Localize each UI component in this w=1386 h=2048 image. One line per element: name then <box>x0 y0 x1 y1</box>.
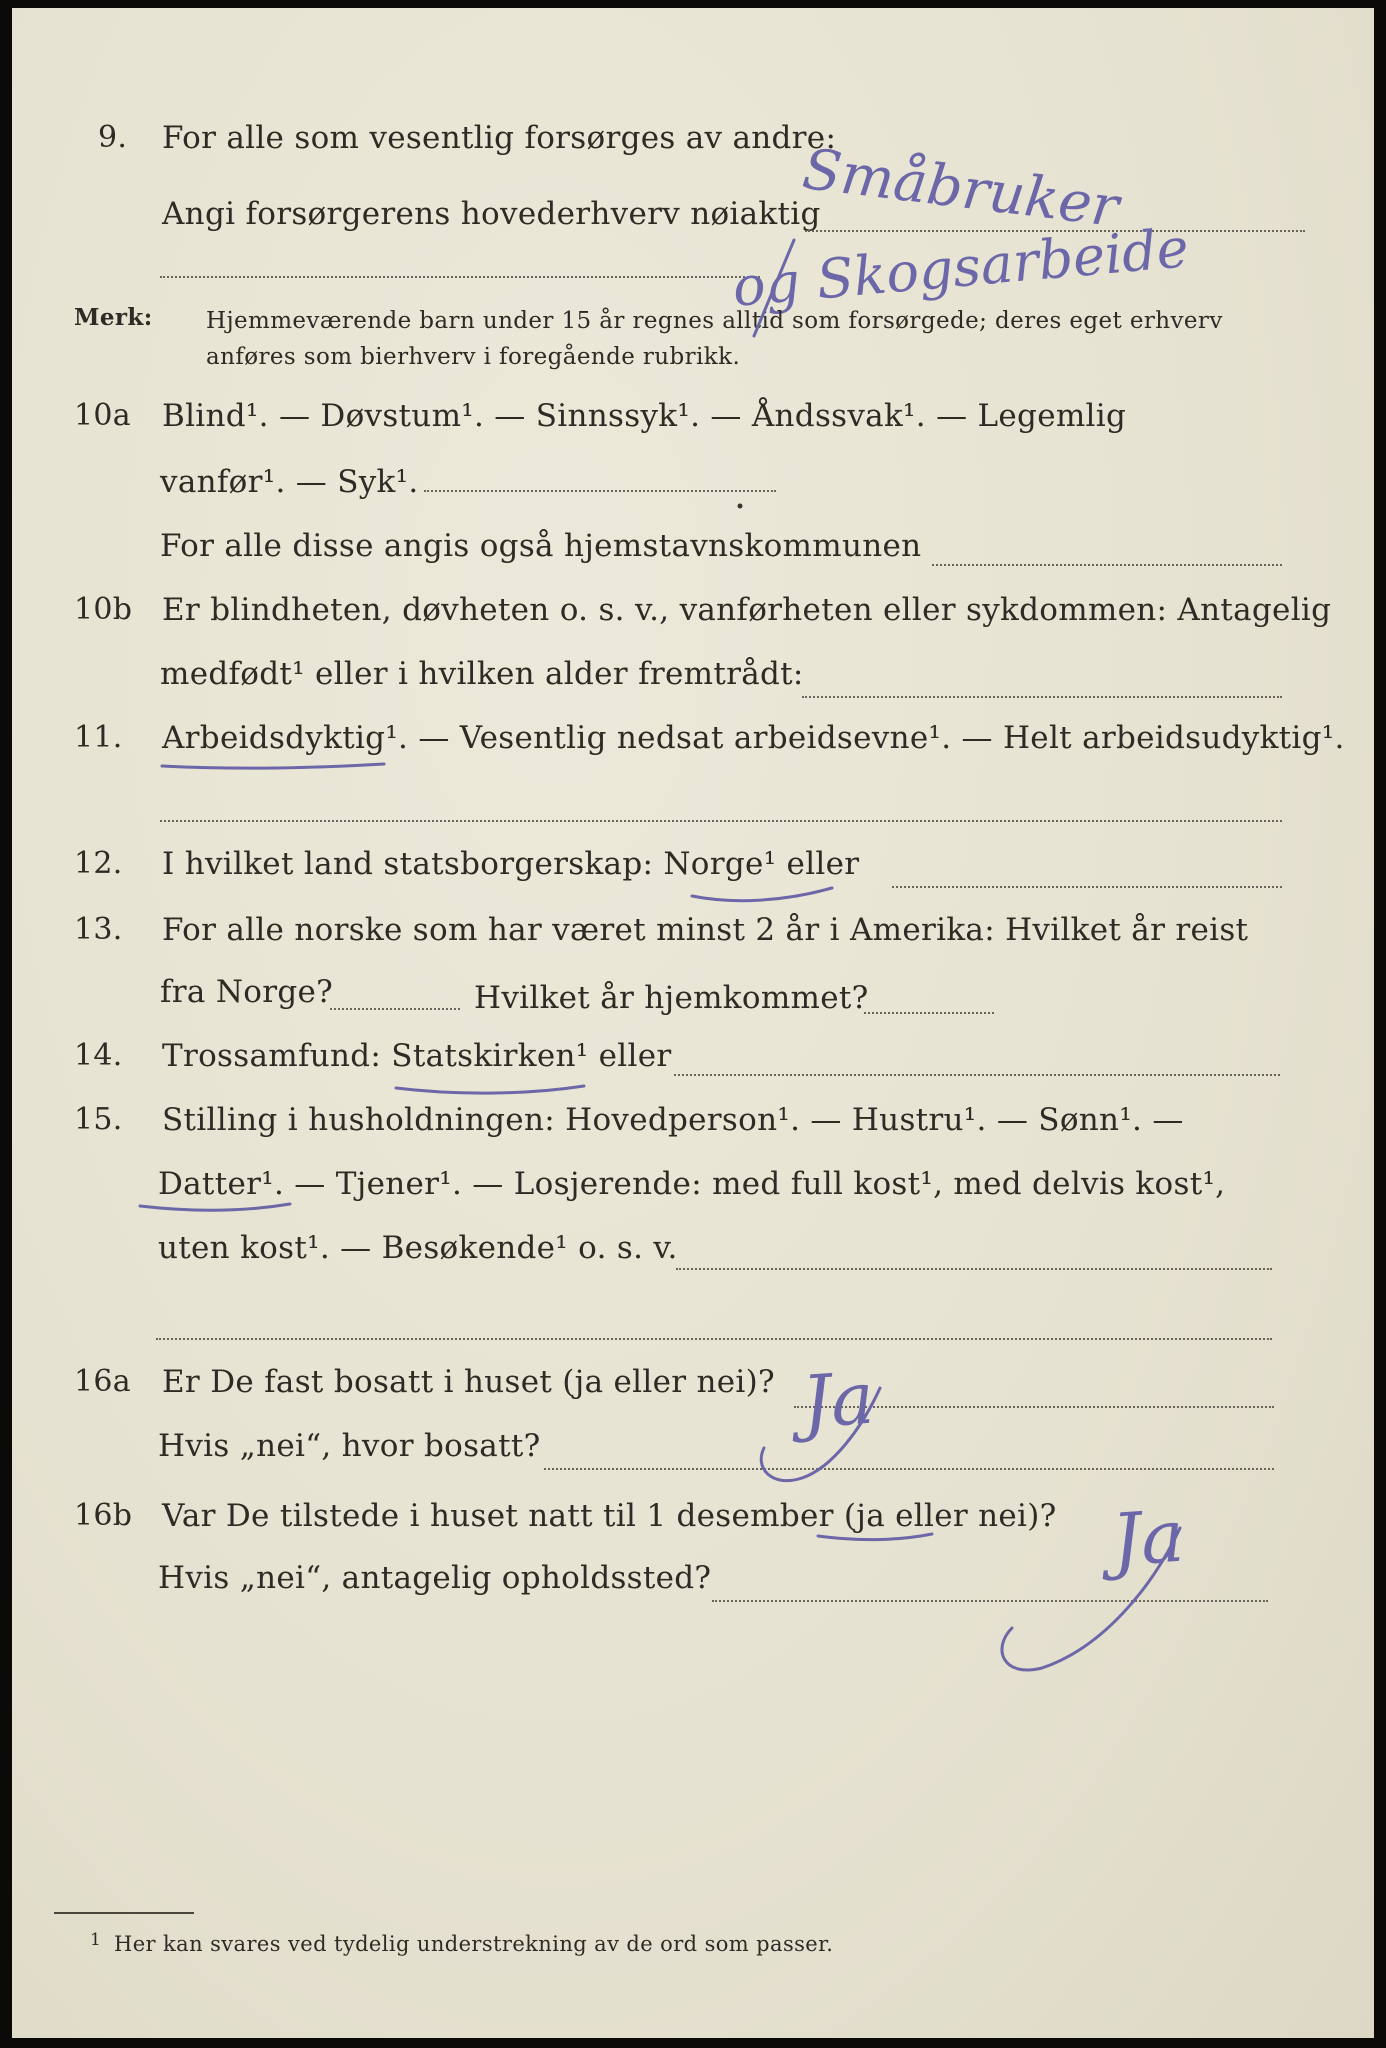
ink-dot <box>738 504 743 509</box>
q12-number: 12. <box>74 846 123 881</box>
q13-text-1: For alle norske som har været minst 2 år i Amerika: Hvilket år reist <box>162 912 1249 948</box>
q15-text-3: uten kost¹. — Besøkende¹ o. s. v. <box>158 1230 678 1266</box>
pen-marks <box>12 8 1374 2038</box>
q13-text-2b: Hvilket år hjemkommet? <box>474 980 869 1016</box>
q15-text-1: Stilling i husholdningen: Hovedperson¹. — Hustru¹. — Sønn¹. — <box>162 1102 1184 1138</box>
q9-handwritten-answer-2: og Skogsarbeide <box>730 216 1191 319</box>
underline-statskirken <box>396 1086 584 1093</box>
note-text-2: anføres som bierhverv i foregående rubrikk. <box>206 344 741 370</box>
q11-text-1: Arbeidsdyktig¹. — Vesentlig nedsat arbeidsevne¹. — Helt arbeidsudyktig¹. <box>162 720 1345 756</box>
underline-norge <box>692 888 832 901</box>
q16b-handwritten-answer: Ja <box>1109 1493 1187 1583</box>
q16a-text-1: Er De fast bosatt i huset (ja eller nei)? <box>162 1364 775 1400</box>
q16b-number: 16b <box>74 1498 133 1533</box>
q16a-text-2: Hvis „nei“, hvor bosatt? <box>158 1428 541 1464</box>
stroke-q9-slash <box>754 240 794 336</box>
q9-text-1: For alle som vesentlig forsørges av andre: <box>162 120 837 156</box>
underline-ja-eller <box>818 1534 932 1540</box>
census-form-page <box>12 8 1374 2038</box>
underline-arbeidsdyktig <box>162 764 384 768</box>
q10b-text-1: Er blindheten, døvheten o. s. v., vanførheten eller sykdommen: Antagelig <box>162 592 1332 628</box>
q10a-text-3: For alle disse angis også hjemstavnskommunen <box>160 528 922 564</box>
footnote-text: Her kan svares ved tydelig understrekning av de ord som passer. <box>114 1932 834 1956</box>
footnote-mark: 1 <box>90 1930 102 1950</box>
q10b-number: 10b <box>74 592 133 627</box>
q14-number: 14. <box>74 1038 123 1073</box>
q10a-text-2: vanfør¹. — Syk¹. <box>160 464 419 500</box>
q16a-number: 16a <box>74 1364 131 1399</box>
q11-number: 11. <box>74 720 123 755</box>
stroke-q16a-ja-tail <box>761 1388 880 1481</box>
q12-text-1: I hvilket land statsborgerskap: Norge¹ eller <box>162 846 860 882</box>
q9-handwritten-answer-1: Småbruker <box>799 136 1123 241</box>
q16b-text-2: Hvis „nei“, antagelig opholdssted? <box>158 1560 712 1596</box>
note-label: Merk: <box>74 304 153 331</box>
q10a-text-1: Blind¹. — Døvstum¹. — Sinnssyk¹. — Åndssvak¹. — Legemlig <box>162 398 1127 434</box>
stroke-q16b-ja-tail <box>1002 1528 1180 1670</box>
q10b-text-2: medfødt¹ eller i hvilken alder fremtrådt: <box>160 656 804 692</box>
q15-text-2: Datter¹. — Tjener¹. — Losjerende: med full kost¹, med delvis kost¹, <box>158 1166 1226 1202</box>
q13-number: 13. <box>74 912 123 947</box>
note-text-1: Hjemmeværende barn under 15 år regnes alltid som forsørgede; deres eget erhverv <box>206 308 1223 334</box>
q15-number: 15. <box>74 1102 123 1137</box>
q16a-handwritten-answer: Ja <box>799 1355 877 1445</box>
q9-text-2: Angi forsørgerens hovederhverv nøiaktig <box>162 196 821 232</box>
q10a-number: 10a <box>74 398 131 433</box>
q13-text-2a: fra Norge? <box>160 974 334 1010</box>
q9-number: 9. <box>98 120 128 155</box>
q14-text-1: Trossamfund: Statskirken¹ eller <box>162 1038 672 1074</box>
q16b-text-1: Var De tilstede i huset natt til 1 desember (ja eller nei)? <box>162 1498 1057 1534</box>
underline-datter <box>140 1204 290 1210</box>
